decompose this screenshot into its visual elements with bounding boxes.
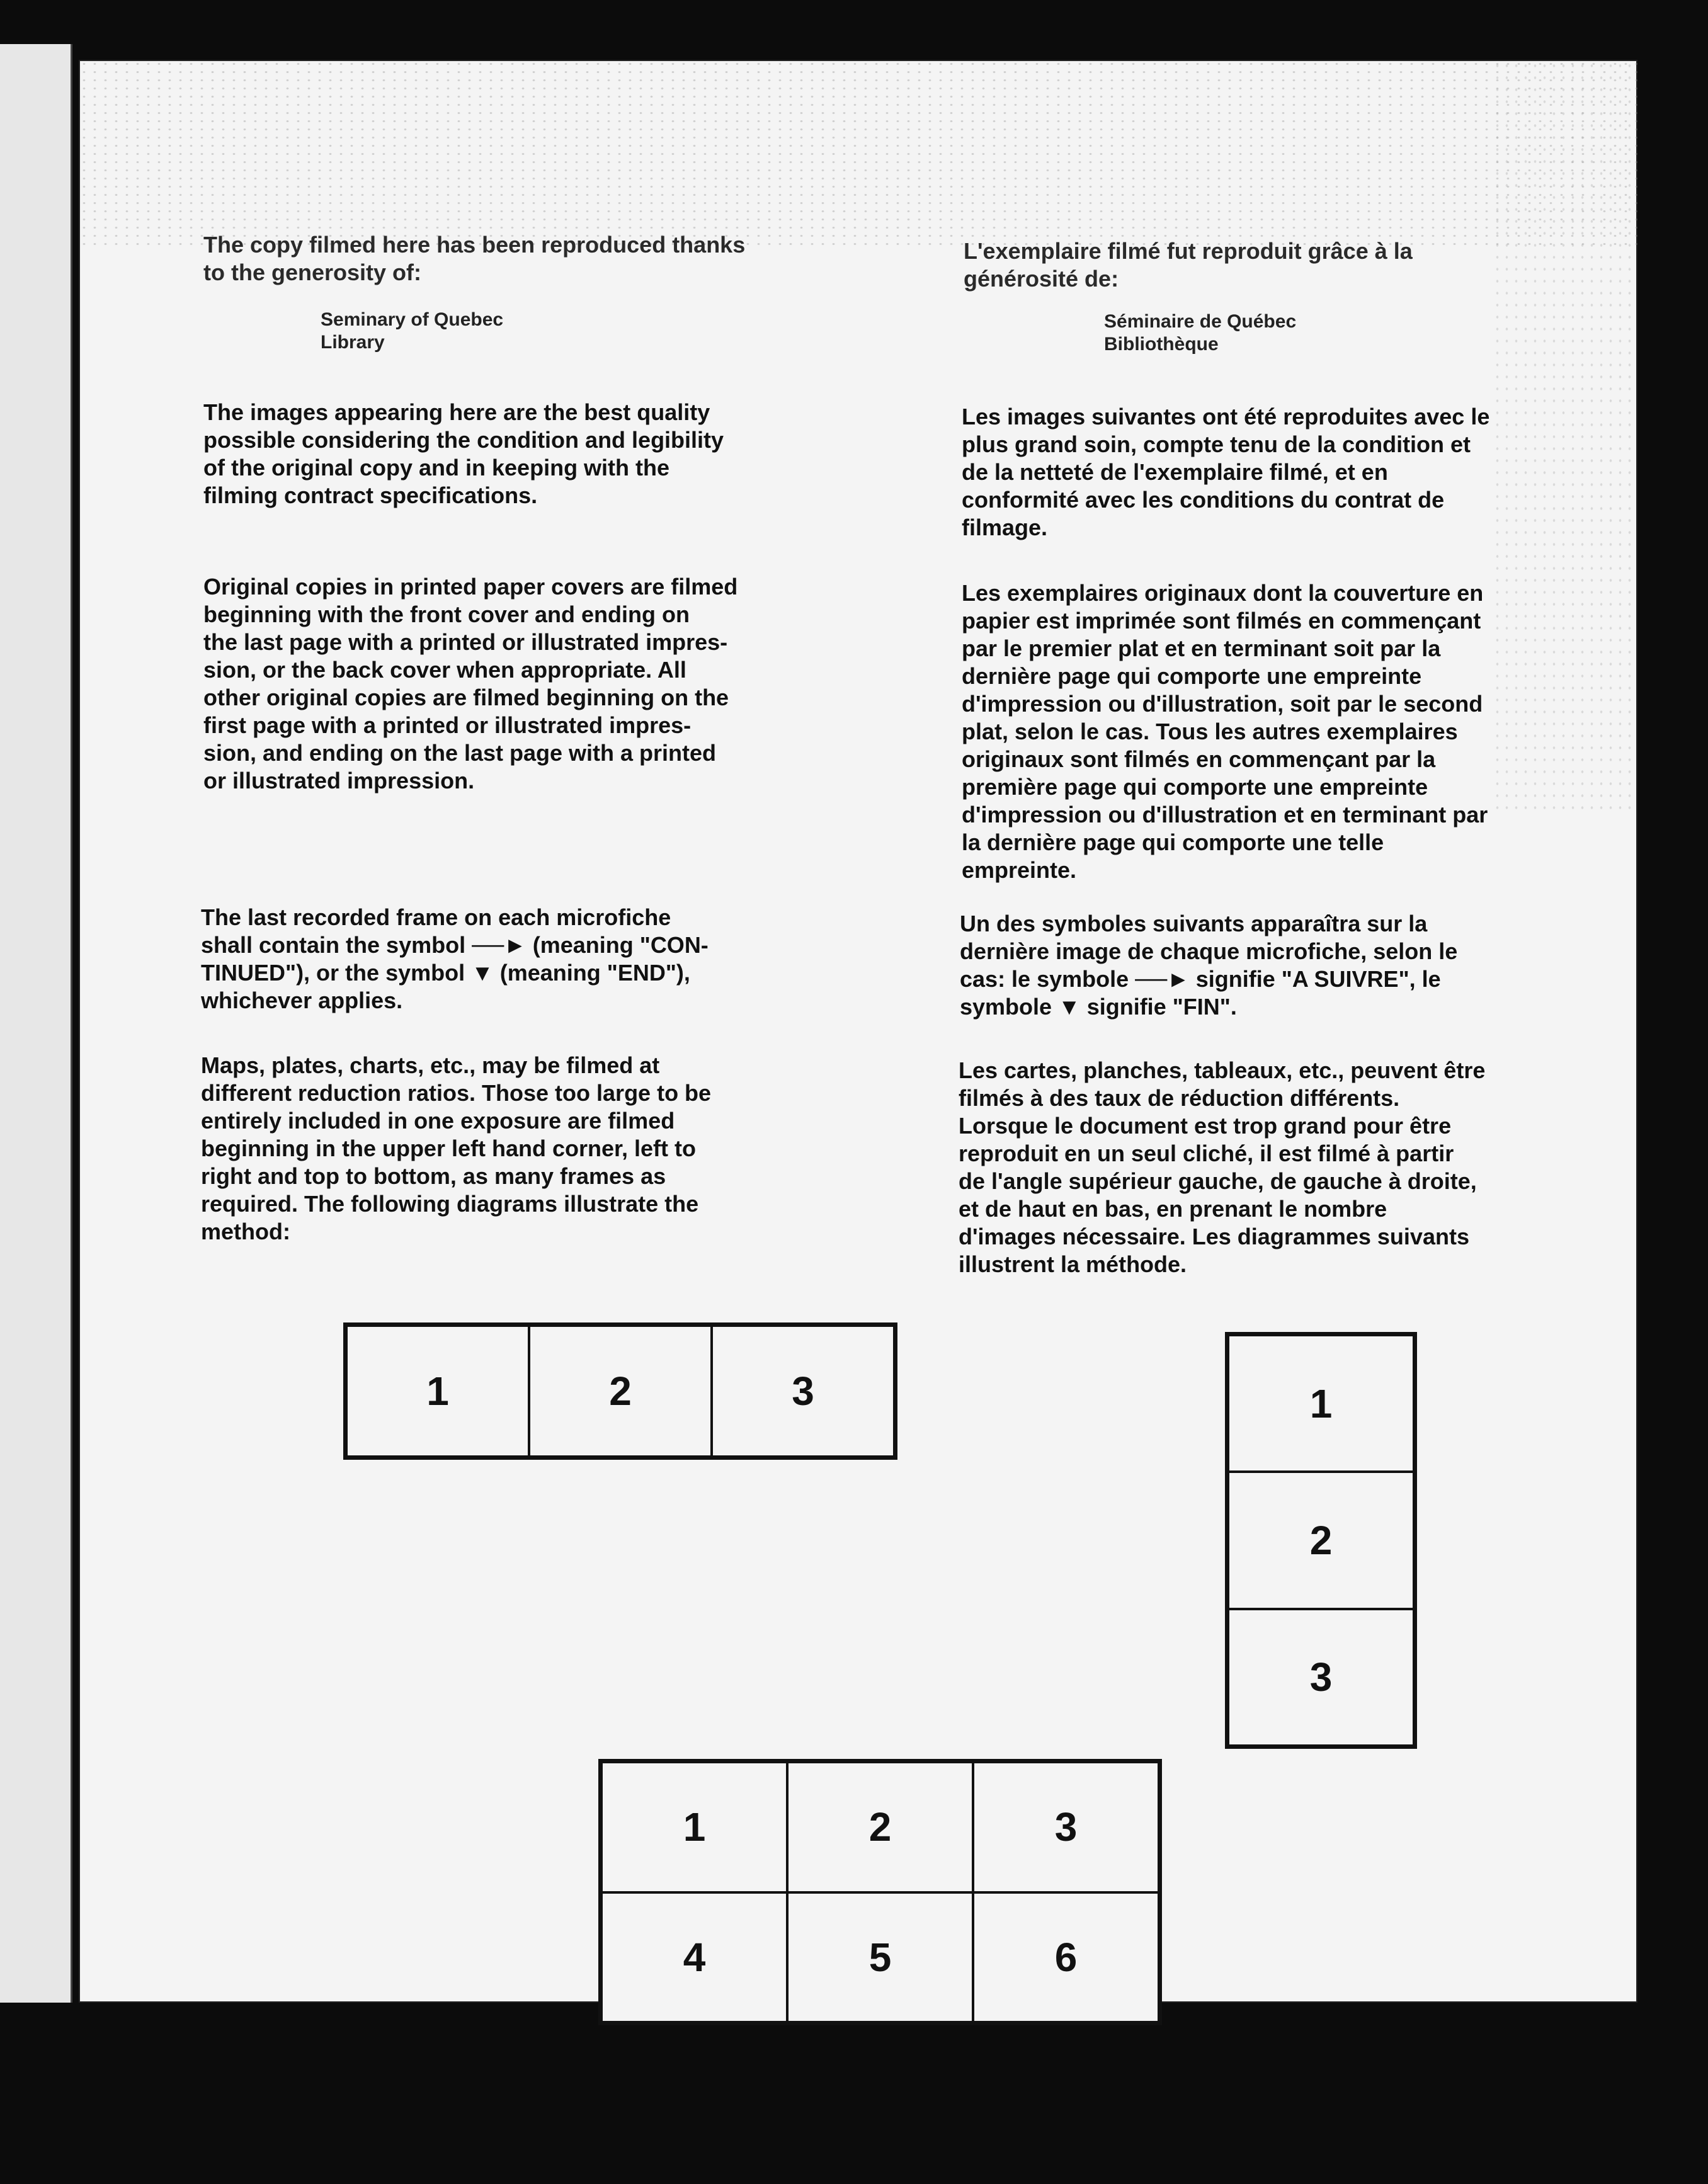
- diagram-cell: 2: [1228, 1472, 1414, 1608]
- french-originals: Les exemplaires originaux dont la couverture en papier est imprimée sont filmés en commençant par le premier plat et en terminant soit par la dernière page qui comporte une empreinte d'impression ou d'illustration, soit par le second plat, selon le cas. Tous les autres exemplaires originaux sont filmés en commençant par la première page qui comporte une empreinte d'impression ou d'illustration et en terminant par la dernière page qui comporte une telle empreinte.: [962, 580, 1488, 883]
- diagram-row-of-three: [343, 1322, 897, 1460]
- english-symbols: The last recorded frame on each microfiche shall contain the symbol ──► (meaning "CON- TINUED"), or the symbol ▼ (meaning "END"), whichever applies.: [201, 904, 709, 1013]
- diagram-cell: 2: [787, 1762, 973, 1892]
- adjacent-page-edge: [0, 44, 72, 2003]
- diagram-cell: 1: [1228, 1335, 1414, 1472]
- diagram-cell: 3: [712, 1326, 894, 1457]
- french-intro: L'exemplaire filmé fut reproduit grâce à la générosité de:: [964, 238, 1413, 292]
- french-library: Séminaire de Québec Bibliothèque: [1104, 311, 1297, 355]
- diagram-cell: 1: [601, 1762, 787, 1892]
- diagram-cell: 2: [529, 1326, 712, 1457]
- diagram-column-of-three: [1225, 1332, 1417, 1749]
- diagram-cell: 5: [787, 1892, 973, 2023]
- french-maps: Les cartes, planches, tableaux, etc., peuvent être filmés à des taux de réduction différents. Lorsque le document est trop grand pour être reproduit en un seul cliché, il est filmé à partir de l'angle supérieur gauche, de gauche à droite, et de haut en bas, en prenant le nombre d'images nécessaire. Les diagrammes suivants illustrent la méthode.: [959, 1057, 1486, 1277]
- english-intro: The copy filmed here has been reproduced thanks to the generosity of:: [203, 232, 746, 285]
- diagram-cell: 1: [346, 1326, 529, 1457]
- english-originals: Original copies in printed paper covers are filmed beginning with the front cover and ending on the last page with a printed or illustrated impres- sion, or the back cover when appropriate. All other original copies are filmed beginning on the first page with a printed or illustrated impres- sion, and ending on the last page with a printed or illustrated impression.: [203, 574, 738, 793]
- diagram-cell: 6: [973, 1892, 1159, 2023]
- diagram-cell: 3: [1228, 1609, 1414, 1746]
- microfiche-target-page: [79, 60, 1637, 2003]
- diagram-cell: 4: [601, 1892, 787, 2023]
- french-symbols: Un des symboles suivants apparaîtra sur la dernière image de chaque microfiche, selon le cas: le symbole ──► signifie "A SUIVRE", le symbole ▼ signifie "FIN".: [960, 911, 1458, 1020]
- french-quality: Les images suivantes ont été reproduites avec le plus grand soin, compte tenu de la condition et de la netteté de l'exemplaire filmé, et en conformité avec les conditions du contrat de filmage.: [962, 404, 1490, 540]
- diagram-cell: 3: [973, 1762, 1159, 1892]
- diagram-grid-of-six: [598, 1759, 1162, 2025]
- english-library: Seminary of Quebec Library: [321, 309, 504, 353]
- english-maps: Maps, plates, charts, etc., may be filmed at different reduction ratios. Those too large to be entirely included in one exposure are filmed beginning in the upper left hand corner, left to right and top to bottom, as many frames as required. The following diagrams illustrate the method:: [201, 1052, 712, 1244]
- english-quality: The images appearing here are the best quality possible considering the condition and legibility of the original copy and in keeping with the filming contract specifications.: [203, 399, 724, 508]
